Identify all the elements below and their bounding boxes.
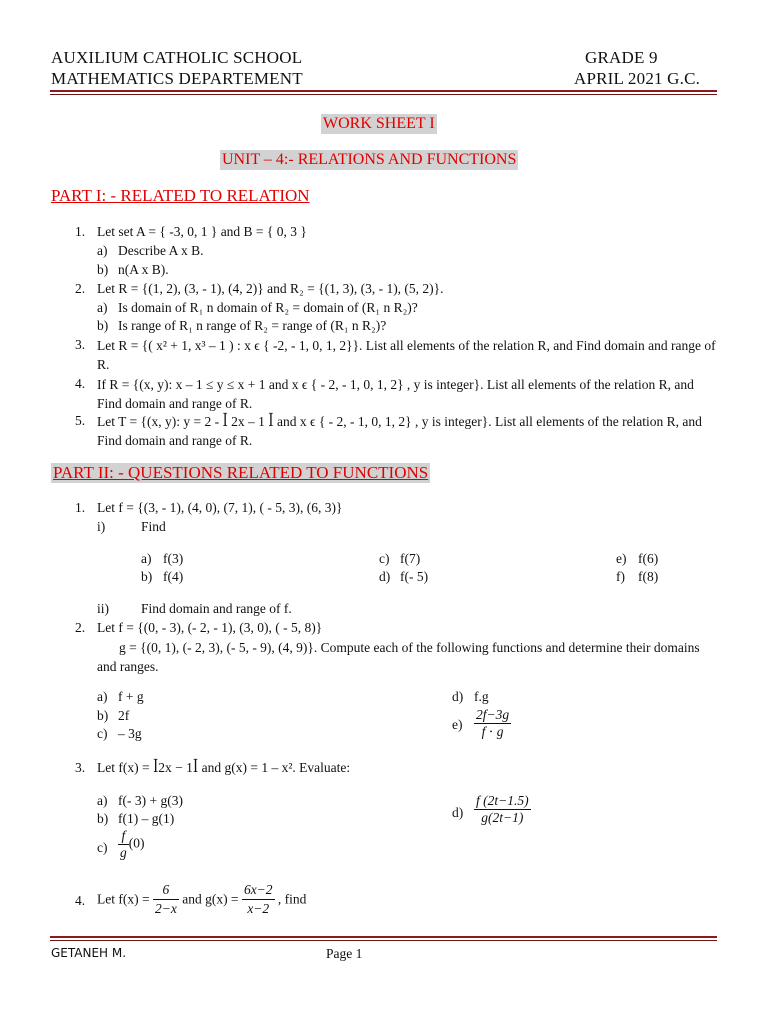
question-text: If R = {(x, y): x – 1 ≤ y ≤ x + 1 and x ϵ { - 2, - 1, 0, 1, 2} , y is integer}. List all elements of the relation R, and Find domain and range of R. — [97, 377, 694, 411]
school-name: AUXILIUM CATHOLIC SCHOOL — [51, 48, 303, 67]
question-4 — [97, 881, 306, 918]
part1-heading: PART I: - RELATED TO RELATION — [51, 186, 310, 205]
q-number: 3. — [75, 337, 86, 352]
sub-label: a) — [141, 551, 152, 566]
question-text: Let f = {(0, - 3), (- 2, - 1), (3, 0), ( - 5, 8)} — [97, 620, 323, 635]
sub-label: a) — [97, 793, 108, 808]
sub-item: – 3g — [118, 726, 142, 741]
fraction — [118, 828, 145, 861]
sub-item: f(- 3) + g(3) — [118, 793, 183, 808]
q-number: 4. — [75, 376, 86, 391]
sub-label: b) — [97, 708, 109, 723]
sub-item: Describe A x B. — [118, 243, 204, 258]
sub-item: Find domain and range of f. — [141, 601, 292, 616]
fraction-denominator: f ⋅ g — [481, 724, 504, 739]
fraction-denominator: x−2 — [247, 901, 270, 916]
footer-rule — [50, 936, 717, 938]
sub-item: Is range of R₁ n range of R₂ = range of (R₁ n R₂)? — [118, 318, 387, 333]
sub-item: f(1) – g(1) — [118, 811, 175, 826]
question-text: , find — [277, 891, 307, 907]
question-text: Let T = {(x, y): y = 2 - ꟾ 2x – 1 ꟾ and x ϵ { - 2, - 1, 0, 1, 2} , y is integer}. List all elements of the relation R, and Find domain and range of R. — [97, 414, 702, 448]
sub-item: f(- 5) — [400, 569, 429, 584]
question-text: Let f = {(3, - 1), (4, 0), (7, 1), ( - 5, 3), (6, 3)} — [97, 500, 343, 515]
sub-item: f.g — [474, 689, 489, 704]
sub-label: e) — [616, 551, 627, 566]
department-name: MATHEMATICS DEPARTEMENT — [51, 69, 303, 88]
q-number: 1. — [75, 500, 86, 515]
q-number: 2. — [75, 281, 86, 296]
question-text: Let R = {( x² + 1, x³ – 1 ) : x ϵ { -2, - 1, 0, 1, 2}}. List all elements of the relation R, and Find domain and range of R. — [97, 338, 716, 372]
fraction-denominator: g — [120, 845, 127, 860]
sub-label: b) — [97, 262, 109, 277]
fraction-tail: (0) — [128, 835, 145, 851]
sub-label: f) — [616, 569, 625, 584]
header-rule-thin — [50, 94, 717, 95]
sub-item: f(3) — [163, 551, 184, 566]
sub-label: a) — [97, 300, 108, 315]
fraction-numerator: f (2t−1.5) — [476, 793, 529, 808]
sub-label: d) — [452, 805, 464, 820]
fraction-numerator: f — [118, 828, 129, 845]
sub-item: f(7) — [400, 551, 421, 566]
sub-item: 2f — [118, 708, 130, 723]
sub-label: b) — [97, 318, 109, 333]
sub-item: Find — [141, 519, 166, 534]
fraction — [474, 793, 531, 826]
sub-label: e) — [452, 717, 463, 732]
sub-label: d) — [379, 569, 391, 584]
sub-label: ii) — [97, 601, 109, 616]
unit-title: UNIT – 4:- RELATIONS AND FUNCTIONS — [222, 151, 517, 168]
q-number: 1. — [75, 224, 86, 239]
fraction-numerator: 6x−2 — [242, 881, 275, 900]
part2-heading: PART II: - QUESTIONS RELATED TO FUNCTIONS — [53, 463, 429, 482]
fraction-numerator: 2f−3g — [476, 707, 510, 722]
q-number: 3. — [75, 760, 86, 775]
question-text: Let f(x) = — [97, 891, 150, 907]
header-rule — [50, 90, 717, 92]
q-number: 5. — [75, 413, 86, 428]
fraction-denominator: g(2t−1) — [481, 810, 524, 825]
question-text: Let R = {(1, 2), (3, - 1), (4, 2)} and R₂ = {(1, 3), (3, - 1), (5, 2)}. — [97, 281, 444, 296]
author: GETANEH M. — [51, 946, 127, 960]
sub-label: i) — [97, 519, 106, 534]
date: APRIL 2021 G.C. — [574, 69, 701, 88]
grade: GRADE 9 — [585, 48, 658, 67]
fraction-numerator: 6 — [153, 881, 179, 900]
footer-rule-thin — [50, 940, 717, 941]
sub-label: b) — [97, 811, 109, 826]
sub-item: n(A x B). — [118, 262, 169, 277]
q-number: 4. — [75, 893, 86, 908]
sub-item: Is domain of R₁ n domain of R₂ = domain of (R₁ n R₂)? — [118, 300, 418, 315]
question-text: and g(x) = — [182, 891, 239, 907]
page-number: Page 1 — [326, 946, 363, 961]
question-text: Let f(x) = ꟾ2x − 1ꟾ and g(x) = 1 – x². Evaluate: — [97, 760, 351, 775]
sub-item: f + g — [118, 689, 144, 704]
sub-label: c) — [97, 726, 108, 741]
sub-label: a) — [97, 243, 108, 258]
question-text: Let set A = { -3, 0, 1 } and B = { 0, 3 } — [97, 224, 307, 239]
q-number: 2. — [75, 620, 86, 635]
sub-item: f(8) — [638, 569, 659, 584]
worksheet-title: WORK SHEET I — [323, 115, 435, 132]
sub-label: c) — [379, 551, 390, 566]
sub-label: d) — [452, 689, 464, 704]
sub-item: f(4) — [163, 569, 184, 584]
sub-label: a) — [97, 689, 108, 704]
sub-label: c) — [97, 840, 108, 855]
question-text: g = {(0, 1), (- 2, 3), (- 5, - 9), (4, 9)}. Compute each of the following functions and determine their domains and ranges. — [97, 640, 700, 674]
sub-item: f(6) — [638, 551, 659, 566]
sub-label: b) — [141, 569, 153, 584]
fraction — [474, 707, 511, 740]
fraction-denominator: 2−x — [154, 901, 177, 916]
